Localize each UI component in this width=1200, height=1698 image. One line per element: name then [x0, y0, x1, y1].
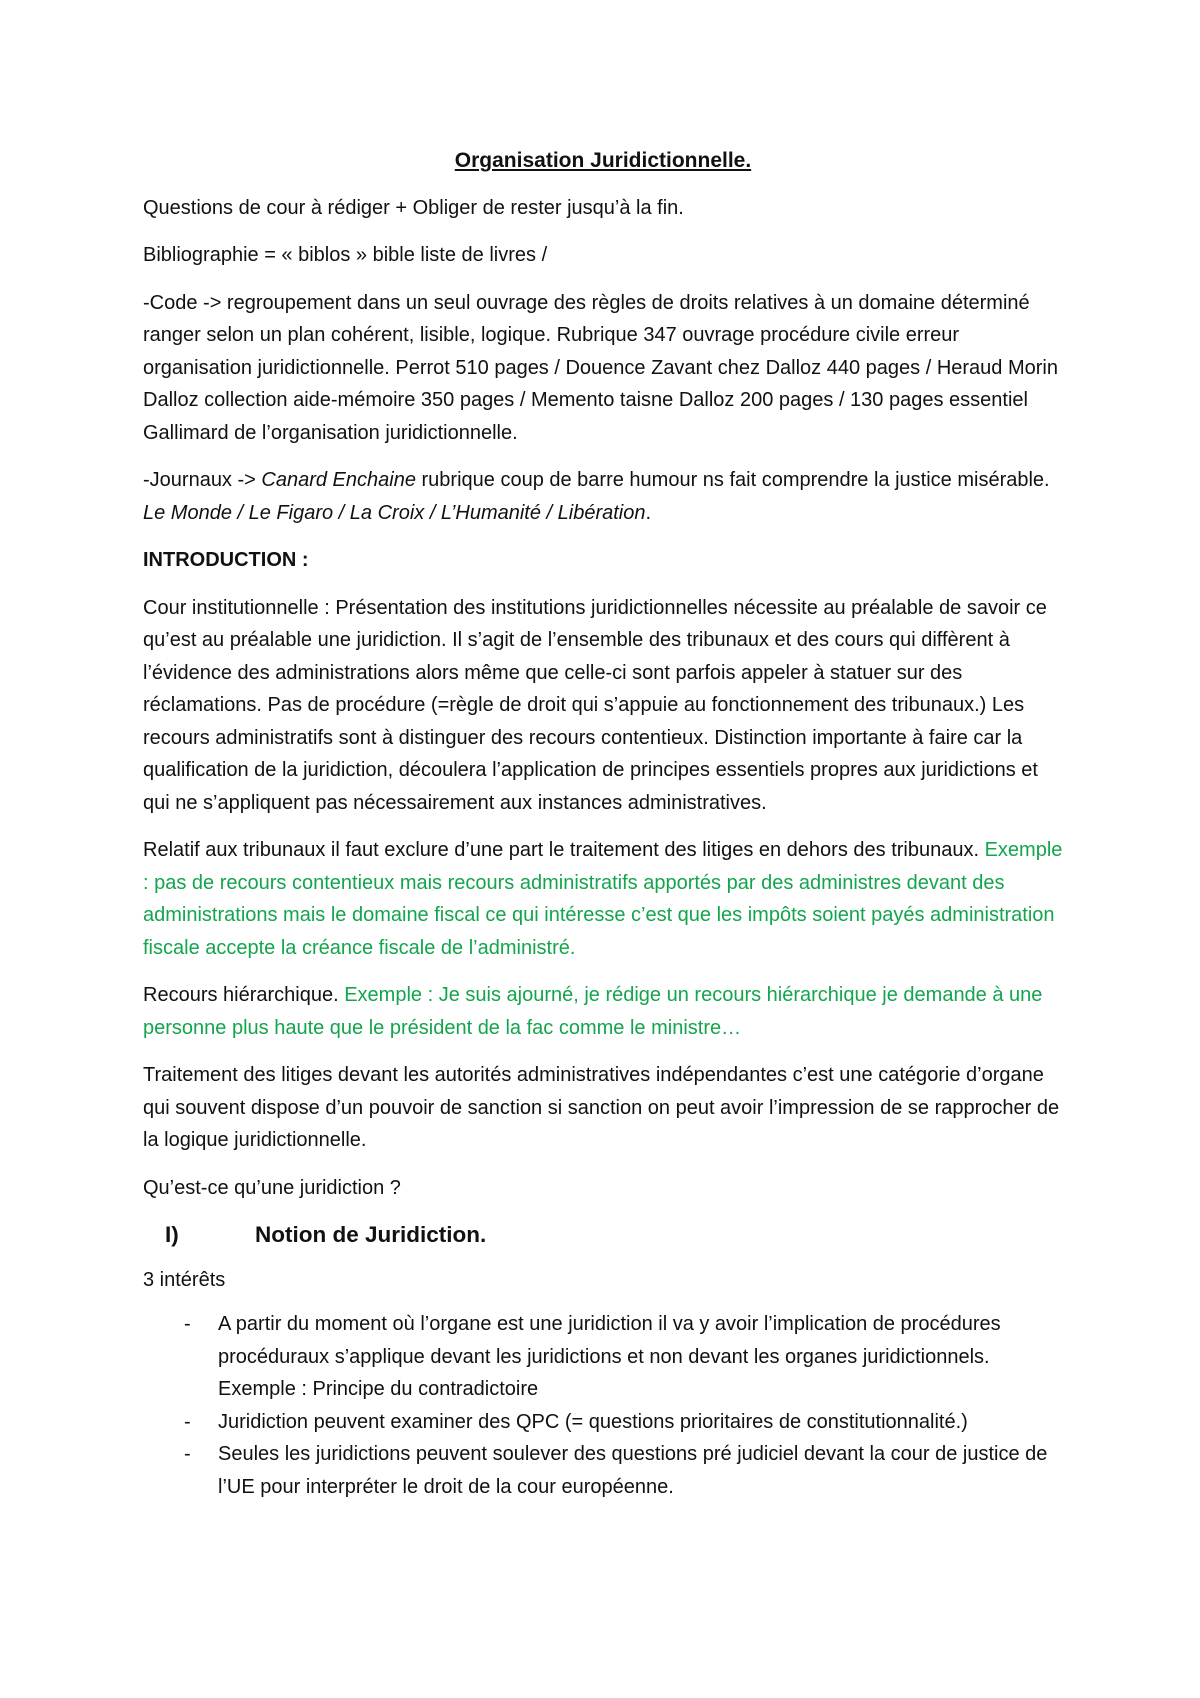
bullet-dash: -	[184, 1313, 191, 1335]
list-item-text: Seules les juridictions peuvent soulever des questions pré judiciel devant la cour de justice de l’UE pour interpréter le droit de la cour européenne.	[218, 1443, 1048, 1498]
recours-example: Exemple : Je suis ajourné, je rédige un recours hiérarchique je demande à une personne plus haute que le président de la fac comme le ministre…	[143, 984, 1043, 1039]
journaux-paragraph	[143, 464, 1063, 529]
list-item	[143, 1308, 1063, 1406]
interets-label: 3 intérêts	[143, 1268, 226, 1291]
journaux-end: .	[645, 501, 652, 524]
relatif-text: Relatif aux tribunaux il faut exclure d’une part le traitement des litiges en dehors des tribunaux.	[143, 839, 985, 861]
bibliographie-line: Bibliographie = « biblos » bible liste de livres /	[143, 244, 548, 266]
document-page	[143, 145, 1063, 1503]
document-title: Organisation Juridictionnelle.	[454, 149, 752, 172]
relatif-example: Exemple : pas de recours contentieux mais recours administratifs apportés par des administres devant des administrations mais le domaine fiscal ce qui intéresse c’est que les impôts soient payés administration fiscale accepte la créance fiscale de l’administré.	[143, 839, 1063, 959]
questions-line: Questions de cour à rédiger + Obliger de rester jusqu’à la fin.	[143, 196, 684, 219]
list-item	[143, 1438, 1063, 1503]
list-item-text: A partir du moment où l’organe est une juridiction il va y avoir l’implication de procédures procéduraux s’applique devant les juridictions et non devant les organes juridictionnels. Exemple : Principe du contradictoire	[218, 1313, 1001, 1400]
recours-paragraph	[143, 979, 1063, 1044]
journaux-prefix: -Journaux ->	[143, 469, 262, 491]
introduction-heading: INTRODUCTION :	[143, 549, 309, 571]
code-paragraph: -Code -> regroupement dans un seul ouvrage des règles de droits relatives à un domaine déterminé ranger selon un plan cohérent, lisible, logique. Rubrique 347 ouvrage procédure civile erreur organisation juridictionnelle. Perrot 510 pages / Douence Zavant chez Dalloz 440 pages / Heraud Morin Dalloz collection aide-mémoire 350 pages / Memento taisne Dalloz 200 pages / 130 pages essentiel Gallimard de l’organisation juridictionnelle.	[143, 291, 1058, 444]
list-item	[143, 1406, 1063, 1439]
interets-list	[143, 1308, 1063, 1503]
cour-paragraph: Cour institutionnelle : Présentation des institutions juridictionnelles nécessite au préalable de savoir ce qu’est au préalable une juridiction. Il s’agit de l’ensemble des tribunaux et des cours qui diffèrent à l’évidence des administrations alors même que celle-ci sont parfois appeler à statuer sur des réclamations. Pas de procédure (=règle de droit qui s’appuie au fonctionnement des tribunaux.) Les recours administratifs sont à distinguer des recours contentieux. Distinction importante à faire car la qualification de la juridiction, découlera l’application de principes essentiels propres aux juridictions et qui ne s’appliquent pas nécessairement aux instances administratives.	[143, 596, 1047, 814]
section-heading	[165, 1219, 1063, 1252]
relatif-paragraph	[143, 834, 1063, 964]
bullet-dash: -	[184, 1410, 191, 1433]
traitement-paragraph: Traitement des litiges devant les autorités administratives indépendantes c’est une catégorie d’organe qui souvent dispose d’un pouvoir de sanction si sanction on peut avoir l’impression de se rapprocher de la logique juridictionnelle.	[143, 1064, 1060, 1151]
journaux-newspapers: Le Monde / Le Figaro / La Croix / L’Humanité / Libération	[143, 501, 646, 524]
bullet-dash: -	[184, 1443, 191, 1465]
recours-text: Recours hiérarchique.	[143, 984, 345, 1006]
list-item-text: Juridiction peuvent examiner des QPC (= questions prioritaires de constitutionnalité.)	[218, 1410, 968, 1433]
journaux-canard: Canard Enchaine	[261, 469, 416, 491]
section-number: I)	[165, 1222, 179, 1247]
journaux-mid: rubrique coup de barre humour ns fait comprendre la justice misérable.	[415, 469, 1050, 491]
question-line: Qu’est-ce qu’une juridiction ?	[143, 1176, 401, 1199]
section-title: Notion de Juridiction.	[255, 1222, 487, 1247]
